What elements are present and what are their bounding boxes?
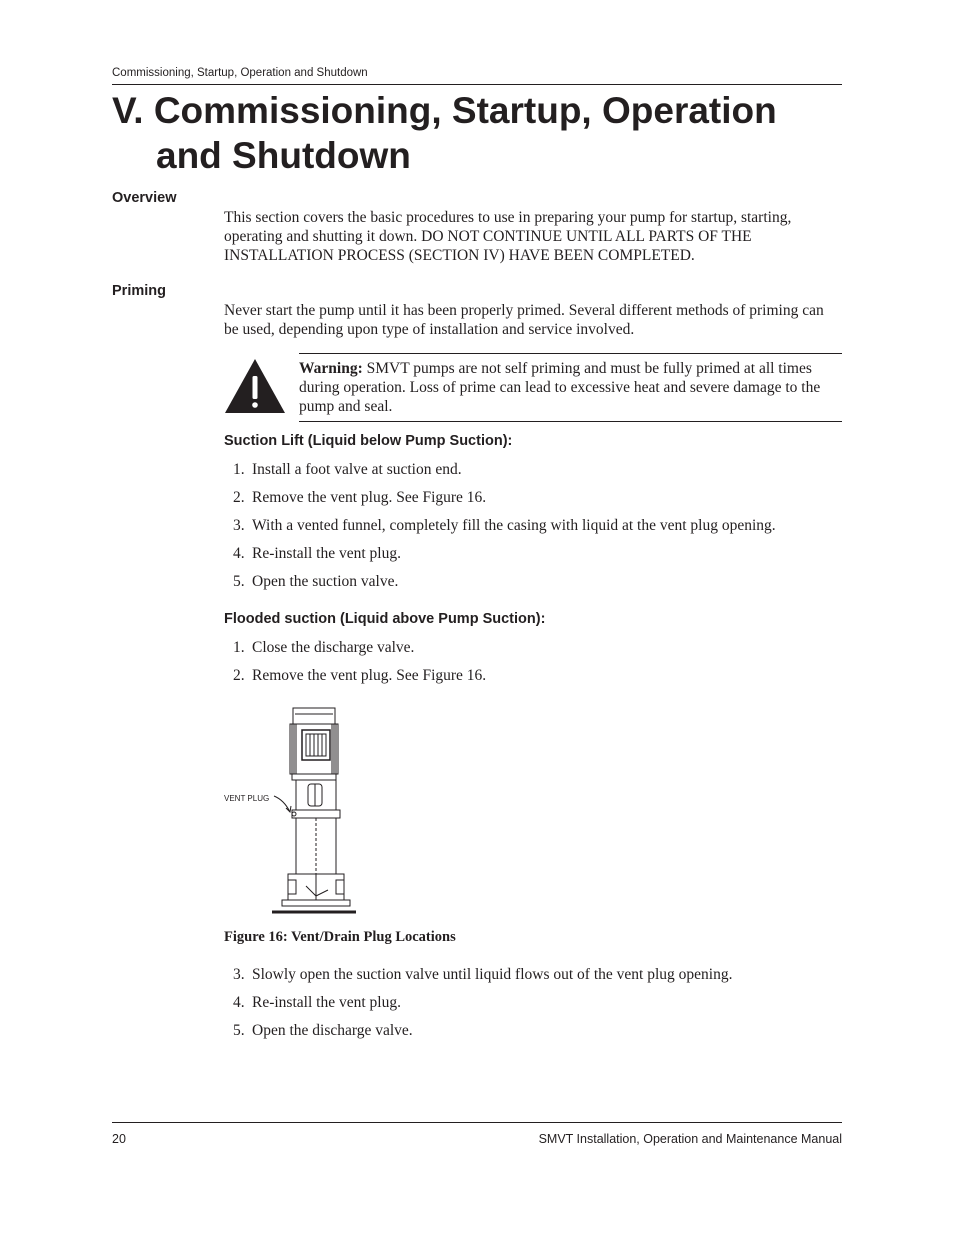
list-item: 5. Open the suction valve. xyxy=(233,573,399,590)
figure-caption: Figure 16: Vent/Drain Plug Locations xyxy=(224,929,456,945)
warning-body: SMVT pumps are not self priming and must be fully primed at all times during operation. Loss of prime can lead to excessive heat and severe damage to the pump and seal. xyxy=(299,360,821,415)
page-title xyxy=(112,88,852,178)
list-item: 3. Slowly open the suction valve until liquid flows out of the vent plug opening. xyxy=(233,966,733,983)
pump-diagram xyxy=(222,700,362,920)
header-rule xyxy=(112,84,842,85)
exclamation-triangle-icon xyxy=(224,358,286,414)
list-item: 1. Close the discharge valve. xyxy=(233,639,415,656)
list-item: 2. Remove the vent plug. See Figure 16. xyxy=(233,667,487,684)
overview-text: This section covers the basic procedures to use in preparing your pump for startup, starting, operating and shutting it down. DO NOT CONTINUE UNTIL ALL PARTS OF THE INSTALLATION PROCESS (SECTION IV) HAVE BEEN COMPLETED. xyxy=(224,209,792,264)
overview-label: Overview xyxy=(112,190,177,206)
page-number: 20 xyxy=(112,1132,126,1146)
list-item: 3. With a vented funnel, completely fill the casing with liquid at the vent plug opening. xyxy=(233,517,776,534)
warning-text xyxy=(299,359,839,416)
page-title-line1: V. Commissioning, Startup, Operation xyxy=(112,90,777,131)
warning-label: Warning: xyxy=(299,360,363,377)
suction-lift-heading: Suction Lift (Liquid below Pump Suction): xyxy=(224,433,513,449)
vent-plug-label: VENT PLUG xyxy=(224,794,270,803)
footer-rule xyxy=(112,1122,842,1123)
warning-box xyxy=(299,353,842,422)
list-item: 1. Install a foot valve at suction end. xyxy=(233,461,462,478)
list-item: 4. Re-install the vent plug. xyxy=(233,994,401,1011)
list-item: 5. Open the discharge valve. xyxy=(233,1022,413,1039)
priming-text: Never start the pump until it has been properly primed. Several different methods of priming can be used, depending upon type of installation and service involved. xyxy=(224,302,824,338)
list-item: 4. Re-install the vent plug. xyxy=(233,545,401,562)
running-head: Commissioning, Startup, Operation and Shutdown xyxy=(112,67,368,79)
priming-label: Priming xyxy=(112,283,166,299)
list-item: 2. Remove the vent plug. See Figure 16. xyxy=(233,489,487,506)
footer-manual-title: SMVT Installation, Operation and Maintenance Manual xyxy=(538,1132,842,1146)
flooded-suction-heading: Flooded suction (Liquid above Pump Suction): xyxy=(224,611,546,627)
page-title-line2: and Shutdown xyxy=(156,135,411,176)
